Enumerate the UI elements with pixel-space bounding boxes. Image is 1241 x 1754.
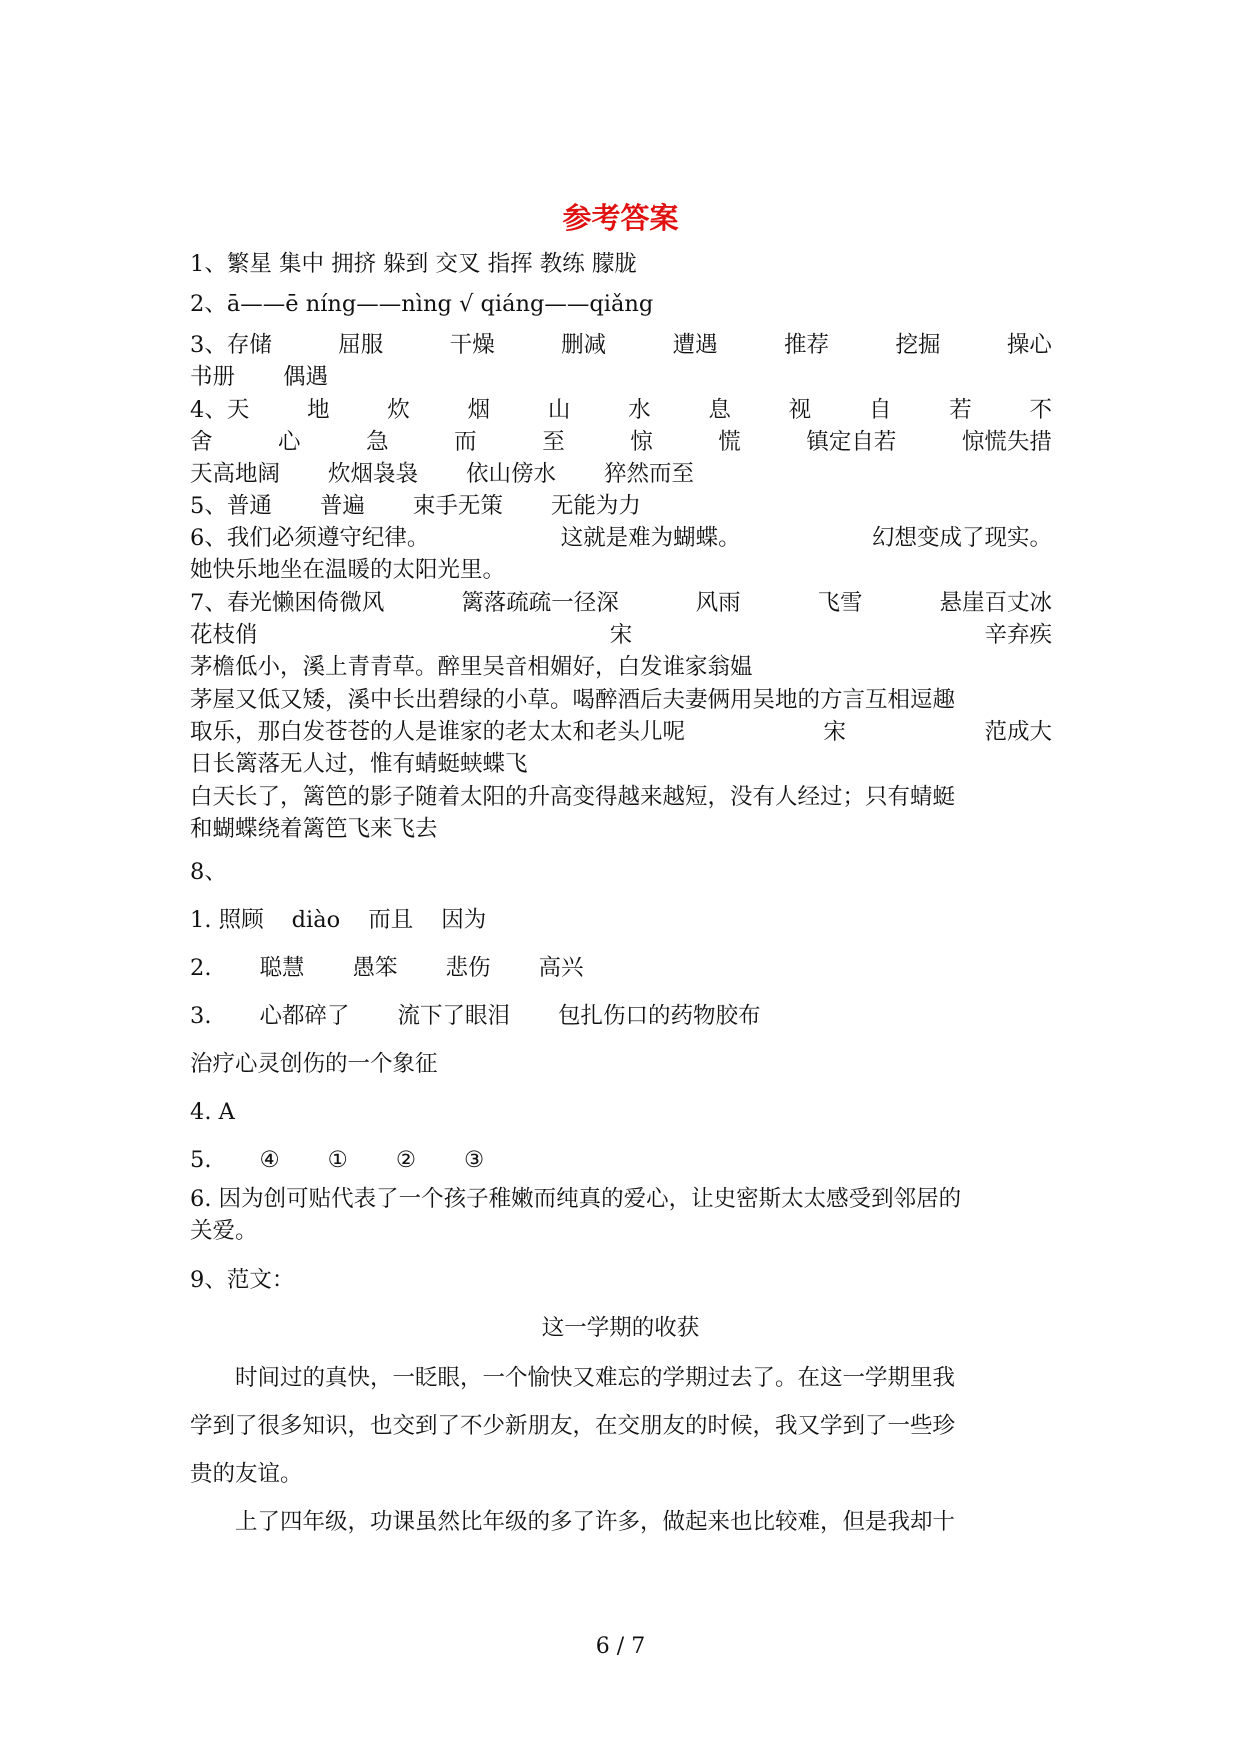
answer-8-sub-6: 6. 因为创可贴代表了一个孩子稚嫩而纯真的爱心，让史密斯太太感受到邻居的 (190, 1186, 962, 1212)
answer-4-row-1 (190, 394, 1052, 426)
answer-4-idiom: 炊烟袅袅 (328, 461, 419, 487)
answer-6-sentence: 这就是难为蝴蝶。 (560, 525, 741, 551)
answer-8-item: 悲伤 (445, 955, 491, 981)
answer-8-item: 而且 (368, 907, 414, 933)
answer-3-row-1 (190, 329, 1052, 361)
answer-8-item: 5. (190, 1147, 212, 1173)
answer-4-char: 慌 (718, 429, 741, 455)
answer-6-row-2: 她快乐地坐在温暖的太阳光里。 (190, 557, 506, 583)
essay-paragraph-line: 时间过的真快，一眨眼，一个愉快又难忘的学期过去了。在这一学期里我 (235, 1365, 956, 1391)
answer-7-item: 花枝俏 (190, 622, 258, 648)
answer-8-item: 心都碎了 (259, 1003, 350, 1029)
answer-4-char: 若 (949, 397, 972, 423)
answer-7-dynasty: 宋 (609, 622, 633, 648)
answer-4-char: 不 (1029, 397, 1052, 423)
answer-4-char: 心 (278, 429, 301, 455)
answer-4-char: 烟 (467, 397, 491, 423)
answer-8-item: 聪慧 (259, 955, 305, 981)
answer-4-char: 惊 (630, 429, 653, 455)
answer-4-idiom: 天高地阔 (190, 461, 281, 487)
answer-4-char: 水 (628, 397, 651, 423)
answer-3-word: 偶遇 (283, 364, 329, 390)
answer-4-idiom: 猝然而至 (604, 461, 695, 487)
answer-6-row-1 (190, 522, 1052, 554)
answer-8-item: ② (395, 1147, 416, 1173)
answer-4-idiom: 惊慌失措 (961, 429, 1052, 455)
answer-4-idiom: 依山傍水 (466, 461, 557, 487)
answer-6-sentence: 6、我们必须遵守纪律。 (190, 525, 430, 551)
answer-4-row-2 (190, 426, 1052, 458)
page-title: 参考答案 (562, 201, 679, 235)
answer-7-dynasty: 宋 (823, 719, 846, 745)
answer-7-row-5 (190, 716, 1052, 748)
answer-7-translation: 白天长了，篱笆的影子随着太阳的升高变得越来越短，没有人经过；只有蜻蜓 (190, 784, 956, 810)
answer-3-word: 遭遇 (672, 332, 718, 358)
answer-5 (190, 490, 1052, 522)
answer-7-author: 辛弃疾 (984, 622, 1052, 648)
answer-4-char: 自 (868, 397, 892, 423)
answer-8-item: 3. (190, 1003, 212, 1029)
answer-7-item: 飞雪 (817, 590, 863, 616)
essay-title: 这一学期的收获 (541, 1315, 700, 1341)
answer-3-word: 推荐 (784, 332, 830, 358)
answer-8-item: 愚笨 (352, 955, 398, 981)
answer-4-char: 急 (366, 429, 389, 455)
answer-8-item: 因为 (441, 907, 487, 933)
answer-9-label: 9、范文： (190, 1267, 295, 1293)
answer-4-char: 山 (547, 397, 571, 423)
answer-8-item: diào (291, 907, 341, 933)
answer-8-sub-6-cont: 关爱。 (190, 1218, 258, 1244)
answer-2: 2、ā——ē níng——nìng √ qiáng——qiǎng (190, 291, 654, 317)
answer-3-word: 屈服 (338, 332, 384, 358)
answer-8-item: 高兴 (538, 955, 584, 981)
answer-1: 1、繁星 集中 拥挤 躲到 交叉 指挥 教练 朦胧 (190, 251, 637, 277)
answer-8-item: ③ (463, 1147, 485, 1173)
answer-8-sub-1 (190, 904, 1052, 936)
answer-7-author: 范成大 (984, 719, 1052, 745)
answer-7-poem-line: 日长篱落无人过，惟有蜻蜓蛱蝶飞 (190, 751, 528, 777)
answer-3-word: 干燥 (449, 332, 495, 358)
answer-4-char: 舍 (190, 429, 213, 455)
answer-8-sub-3-cont: 治疗心灵创伤的一个象征 (190, 1051, 438, 1077)
answer-7-item: 7、春光懒困倚微风 (190, 590, 385, 616)
answer-4-char: 而 (454, 429, 477, 455)
answer-4-char: 地 (307, 397, 330, 423)
page-number: 6 / 7 (595, 1634, 646, 1659)
answer-7-row-1 (190, 587, 1052, 619)
answer-7-translation: 取乐，那白发苍苍的人是谁家的老太太和老头儿呢 (190, 719, 686, 745)
answer-7-item: 悬崖百丈冰 (939, 590, 1052, 616)
answer-8-item: 1. 照顾 (190, 907, 264, 933)
answer-4-idiom: 镇定自若 (806, 429, 897, 455)
essay-paragraph-line: 上了四年级，功课虽然比年级的多了许多，做起来也比较难，但是我却十 (235, 1509, 956, 1535)
answer-3-word: 书册 (190, 364, 236, 390)
answer-3-row-2 (190, 361, 1052, 393)
answer-8-sub-4: 4. A (190, 1099, 235, 1125)
answer-4-row-3 (190, 458, 1052, 490)
answer-7-row-2 (190, 619, 1052, 651)
essay-paragraph-line: 贵的友谊。 (190, 1461, 303, 1487)
essay-paragraph-line: 学到了很多知识，也交到了不少新朋友，在交朋友的时候，我又学到了一些珍 (190, 1413, 956, 1439)
answer-4-char: 视 (788, 397, 812, 423)
answer-8-item: ① (327, 1147, 348, 1173)
answer-8-item: ④ (259, 1147, 280, 1173)
answer-8-sub-2 (190, 952, 1052, 984)
answer-8-label: 8、 (190, 859, 227, 885)
answer-3-word: 3、存储 (190, 332, 272, 358)
answer-8-sub-5 (190, 1144, 1052, 1176)
answer-3-word: 删减 (561, 332, 607, 358)
answer-4-char: 4、天 (190, 397, 250, 423)
answer-3-word: 操心 (1006, 332, 1052, 358)
answer-3-word: 挖掘 (895, 332, 941, 358)
answer-4-char: 息 (708, 397, 731, 423)
answer-8-sub-3 (190, 1000, 1052, 1032)
answer-7-item: 篱落疏疏一径深 (461, 590, 619, 616)
answer-7-translation: 茅屋又低又矮，溪中长出碧绿的小草。喝醉酒后夫妻俩用吴地的方言互相逗趣 (190, 687, 956, 713)
answer-8-item: 2. (190, 955, 212, 981)
answer-8-item: 流下了眼泪 (397, 1003, 510, 1029)
answer-5-word: 无能为力 (550, 493, 641, 519)
answer-5-word: 普遍 (319, 493, 365, 519)
answer-7-poem-line: 茅檐低小，溪上青青草。醉里吴音相媚好，白发谁家翁媪 (190, 654, 753, 680)
answer-7-translation: 和蝴蝶绕着篱笆飞来飞去 (190, 816, 438, 842)
answer-4-char: 至 (542, 429, 565, 455)
answer-6-sentence: 幻想变成了现实。 (871, 525, 1052, 551)
answer-4-char: 炊 (387, 397, 410, 423)
answer-8-item: 包扎伤口的药物胶布 (558, 1003, 761, 1029)
answer-5-word: 束手无策 (412, 493, 503, 519)
answer-7-item: 风雨 (695, 590, 741, 616)
answer-5-word: 5、普通 (190, 493, 272, 519)
